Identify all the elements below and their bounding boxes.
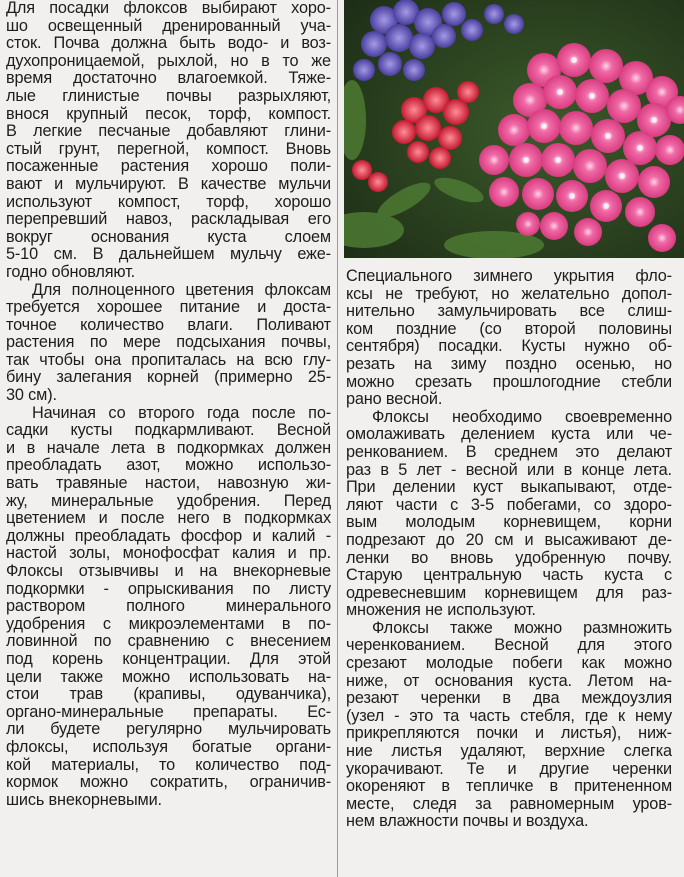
text-line: точное количество влаги. Поливают [6,315,331,334]
text-line: ниже, от основания куста. Летом на- [346,671,672,690]
text-line: раз в 5 лет - весной или в конце лета. [346,460,672,479]
text-line: преобладать азот, можно использо- [6,456,331,475]
text-line: время достаточно влагоемкой. Тяже- [6,69,331,88]
text-line: сентября) посадки. Кусты нужно об- [346,337,672,356]
right-column [346,268,672,831]
text-line: (узел - это та часть стебля, где к нему [346,706,672,725]
text-line: органо-минеральные препараты. Ес- [6,702,331,721]
text-line: ком поздние (со второй половины [346,319,672,338]
text-line: укорачивают. Те и другие черенки [346,759,672,778]
text-line: и в начале лета в подкормках должен [6,438,331,457]
text-line: ли будете регулярно мульчировать [6,720,331,739]
text-line: садки кусты подкармливают. Весной [6,421,331,440]
text-line: ляют части с 3-5 побегами, со здоро- [346,495,672,514]
paragraph-watering [6,282,331,405]
text-line: множения не используют. [346,601,536,620]
text-line: Флоксы также можно размножить [372,618,672,637]
text-line: внося крупный песок, торф, компост. [6,104,331,123]
text-line: одревесневшим корневищем для раз- [346,583,672,602]
text-line: нем влажности почвы и воздуха. [346,812,589,831]
text-line: нительно замульчировать все слиш- [346,302,672,321]
text-line: ние листья удаляют, верхние слегка [346,742,672,761]
text-line: вать травяные настои, навозную жи- [6,474,331,493]
text-line: Флоксы необходимо своевременно [372,407,672,426]
text-line: При делении куст выкапывают, отде- [346,478,672,497]
text-line: Для посадки флоксов выбирают хоро- [6,0,331,17]
text-line: стои трав (крапивы, одуванчика), [6,685,331,704]
left-column [6,0,331,809]
text-line: резать на зиму поздно осенью, но [346,354,672,373]
text-line: бину залегания корней (примерно 25- [6,368,331,387]
text-line: прикрепляются почки и листья), ниж- [346,724,672,743]
paragraph-soil [6,0,331,282]
text-line: 30 см). [6,386,57,405]
text-line: так чтобы она пропиталась на всю глу- [6,350,331,369]
phlox-flowers-photo [344,0,684,258]
paragraph-cuttings [346,620,672,831]
text-line: шись внекорневыми. [6,790,162,809]
text-line: окореняют в тепличке в притененном [346,777,672,796]
text-line: раствором полного минерального [6,597,331,616]
text-line: ксы не требуют, но желательно допол- [346,284,672,303]
text-line: Флоксы отзывчивы и на внекорневые [6,562,331,580]
text-line: подрезают до 20 см и высаживают де- [346,530,672,549]
text-line: должны преобладать фосфор и калий - [6,526,331,545]
text-line: ленки во вновь удобренную почву. [346,548,672,567]
text-line: кой материалы, то количество под- [6,755,331,774]
text-line: вым молодым корневищем, корни [346,513,672,532]
text-line: удобрения с микроэлементами в по- [6,614,331,633]
text-line: растения по мере подсыхания почвы, [6,333,331,352]
text-line: омолаживать делением куста или че- [346,425,672,444]
text-line: подкормки - опрыскивания по листу [6,579,331,598]
text-line: сток. Почва должна быть водо- и воз- [6,34,331,53]
text-line: используют компост, торф, хорошо [6,192,331,211]
text-line: требуется хорошее питание и доста- [6,298,331,317]
text-line: стый грунт, перегной, компост. Вновь [6,139,331,158]
text-line: вокруг основания куста слоем [6,227,331,246]
text-line: месте, следя за равномерным уров- [346,794,672,813]
text-line: цветением и после него в подкормках [6,509,331,528]
text-line: годно обновляют. [6,262,135,281]
text-line: черенкованием. Весной для этого [346,636,672,655]
paragraph-division [346,409,672,620]
text-line: цели также можно использовать на- [6,667,331,686]
text-line: кормок можно сократить, ограничив- [6,773,331,792]
text-line: рано весной. [346,390,443,409]
text-line: шо освещенный дренированный уча- [6,16,331,35]
text-line: жу, минеральные удобрения. Перед [6,491,331,510]
text-line: лые глинистые почвы разрыхляют, [6,86,331,105]
text-line: Старую центральную часть куста с [346,566,672,585]
text-line: ренкованием. В среднем это делают [346,442,672,461]
text-line: Для полноценного цветения флоксам [32,280,331,299]
text-line: посаженные растения хорошо поли- [6,157,331,176]
text-line: настой золы, монофосфат калия и пр. [6,544,331,563]
text-line: резают черенки в два междоузлия [346,689,672,708]
text-line: 5-10 см. В дальнейшем мульчу еже- [6,245,331,264]
text-line: Специального зимнего укрытия фло- [346,267,672,285]
paragraph-winter-cover [346,268,672,409]
text-line: Начиная со второго года после по- [32,403,331,422]
text-line: перепревший навоз, раскладывая его [6,210,331,229]
paragraph-feeding [6,405,331,810]
text-line: можно срезать прошлогодние стебли [346,372,672,391]
text-line: флоксы, используя богатые органи- [6,737,331,756]
text-line: духопроницаемой, рыхлой, но в то же [6,51,331,70]
text-line: под корень концентрации. Для этой [6,649,331,668]
text-line: вают и мульчируют. В качестве мульчи [6,174,331,193]
text-line: В легкие песчаные добавляют глини- [6,122,331,141]
column-divider [337,0,338,877]
text-line: срезают молодые побеги как можно [346,654,672,673]
text-line: ловинной по сравнению с внесением [6,632,331,651]
